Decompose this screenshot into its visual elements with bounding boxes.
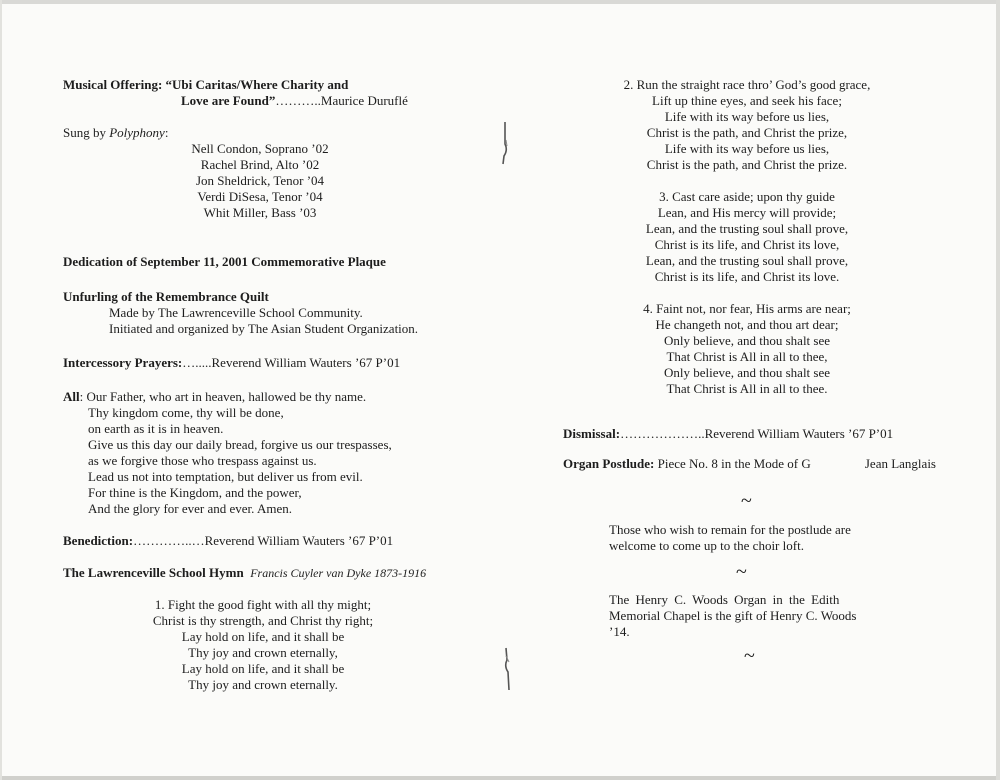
tilde-ornament: ~: [736, 561, 747, 583]
organ-postlude: [563, 456, 936, 472]
verse-line: 1. Fight the good fight with all thy might;: [154, 597, 372, 612]
verse-line: Christ is the path, and Christ the prize,: [646, 125, 848, 140]
hymn-author: Francis Cuyler van Dyke 1873-1916: [250, 566, 427, 580]
singer: Whit Miller, Bass ’03: [203, 205, 317, 220]
lords-prayer-line: Lead us not into temptation, but deliver us from evil.: [88, 469, 363, 484]
sung-by-line: Sung by Polyphony:: [63, 125, 169, 140]
hymn-title: The Lawrenceville School Hymn: [63, 565, 244, 580]
hymn-verse-4: [607, 301, 887, 397]
verse-line: Only believe, and thou shalt see: [663, 333, 831, 348]
organ-note-line: The Henry C. Woods Organ in the Edith: [609, 592, 840, 607]
verse-line: Thy joy and crown eternally.: [188, 677, 338, 692]
verse-line: Lift up thine eyes, and seek his face;: [652, 93, 842, 108]
hymn-heading: [63, 565, 426, 581]
verse-line: 3. Cast care aside; upon thy guide: [659, 189, 835, 204]
lords-prayer-line: For thine is the Kingdom, and the power,: [88, 485, 302, 500]
scan-edge-left: [0, 0, 2, 780]
lords-prayer-line: on earth as it is in heaven.: [88, 421, 224, 436]
lords-prayer-line: as we forgive those who trespass against us.: [88, 453, 317, 468]
verse-line: Lay hold on life, and it shall be: [181, 629, 345, 644]
benediction: Benediction:…………..…Reverend William Wauters ’67 P’01: [63, 533, 394, 548]
choir-note-line: Those who wish to remain for the postlude are: [609, 522, 851, 537]
tilde-ornament: ~: [741, 490, 752, 512]
musical-offering-title-2: Love are Found”: [181, 93, 276, 108]
verse-line: He changeth not, and thou art dear;: [655, 317, 839, 332]
tilde-ornament: ~: [744, 645, 755, 667]
hymn-verse-3: [607, 189, 887, 285]
quilt-line-1: Made by The Lawrenceville School Community.: [109, 305, 363, 320]
organ-note-line: Memorial Chapel is the gift of Henry C. Woods: [609, 608, 857, 623]
benediction-officiant: Reverend William Wauters ’67 P’01: [204, 533, 394, 548]
verse-line: That Christ is All in all to thee,: [666, 349, 828, 364]
verse-line: Life with its way before us lies,: [664, 109, 830, 124]
verse-line: Lay hold on life, and it shall be: [181, 661, 345, 676]
singer: Rachel Brind, Alto ’02: [200, 157, 320, 172]
musical-offering-heading: [63, 77, 348, 93]
verse-line: Christ is thy strength, and Christ thy right;: [152, 613, 374, 628]
verse-line: Lean, and the trusting soul shall prove,: [645, 253, 849, 268]
quilt-line-2: Initiated and organized by The Asian Student Organization.: [109, 321, 419, 336]
scan-edge-bottom: [0, 776, 1000, 780]
verse-line: 2. Run the straight race thro’ God’s good grace,: [623, 77, 871, 92]
scan-edge-top: [0, 0, 1000, 4]
verse-line: Christ is its life, and Christ its love,: [654, 237, 840, 252]
dedication-heading: Dedication of September 11, 2001 Commemorative Plaque: [63, 254, 386, 269]
verse-line: Thy joy and crown eternally,: [188, 645, 338, 660]
quilt-heading: Unfurling of the Remembrance Quilt: [63, 289, 269, 304]
lords-prayer-first-line: All: Our Father, who art in heaven, hallowed be thy name.: [63, 389, 367, 404]
verse-line: Christ is its life, and Christ its love.: [654, 269, 840, 284]
verse-line: That Christ is All in all to thee.: [666, 381, 828, 396]
singer: Nell Condon, Soprano ’02: [191, 141, 329, 156]
intercessory-officiant: Reverend William Wauters ’67 P’01: [211, 355, 401, 370]
hymn-verse-2: [607, 77, 887, 173]
singer: Jon Sheldrick, Tenor ’04: [195, 173, 325, 188]
musical-offering-line-2: [181, 93, 408, 109]
verse-line: Lean, and the trusting soul shall prove,: [645, 221, 849, 236]
hymn-verse-1: [125, 597, 401, 693]
choir-note-line: welcome to come up to the choir loft.: [609, 538, 804, 553]
musical-offering-dots: ………..: [275, 93, 321, 108]
verse-line: Christ is the path, and Christ the prize.: [646, 157, 848, 172]
musical-offering-label: Musical Offering:: [63, 77, 163, 92]
benediction-label: Benediction:: [63, 533, 134, 548]
organ-note-line: ’14.: [609, 624, 630, 639]
musical-offering-title-1: “Ubi Caritas/Where Charity and: [165, 77, 349, 92]
lords-prayer-line: Thy kingdom come, thy will be done,: [88, 405, 284, 420]
staple-top: [498, 120, 512, 166]
dismissal-label: Dismissal:: [563, 426, 621, 441]
verse-line: Lean, and His mercy will provide;: [657, 205, 837, 220]
intercessory-label: Intercessory Prayers:: [63, 355, 183, 370]
dismissal: Dismissal:………………..Reverend William Wauters ’67 P’01: [563, 426, 894, 441]
intercessory-prayers: Intercessory Prayers:….....Reverend William Wauters ’67 P’01: [63, 355, 401, 370]
singer: Verdi DiSesa, Tenor ’04: [197, 189, 323, 204]
postlude-label: Organ Postlude:: [563, 456, 655, 471]
lords-prayer-label: All: [63, 389, 80, 404]
postlude-composer: Jean Langlais: [864, 456, 936, 471]
verse-line: Life with its way before us lies,: [664, 141, 830, 156]
postlude-piece: Piece No. 8 in the Mode of G: [657, 456, 811, 471]
choir-name: Polyphony: [109, 125, 165, 140]
staple-bottom: [500, 646, 514, 694]
verse-line: Only believe, and thou shalt see: [663, 365, 831, 380]
dismissal-officiant: Reverend William Wauters ’67 P’01: [704, 426, 894, 441]
verse-line: 4. Faint not, nor fear, His arms are near;: [643, 301, 851, 316]
lords-prayer-line: Give us this day our daily bread, forgive us our trespasses,: [88, 437, 392, 452]
scan-edge-right: [996, 0, 1000, 780]
singers-list: [170, 141, 350, 221]
musical-offering-composer: Maurice Duruflé: [320, 93, 408, 108]
lords-prayer-line: And the glory for ever and ever. Amen.: [88, 501, 292, 516]
